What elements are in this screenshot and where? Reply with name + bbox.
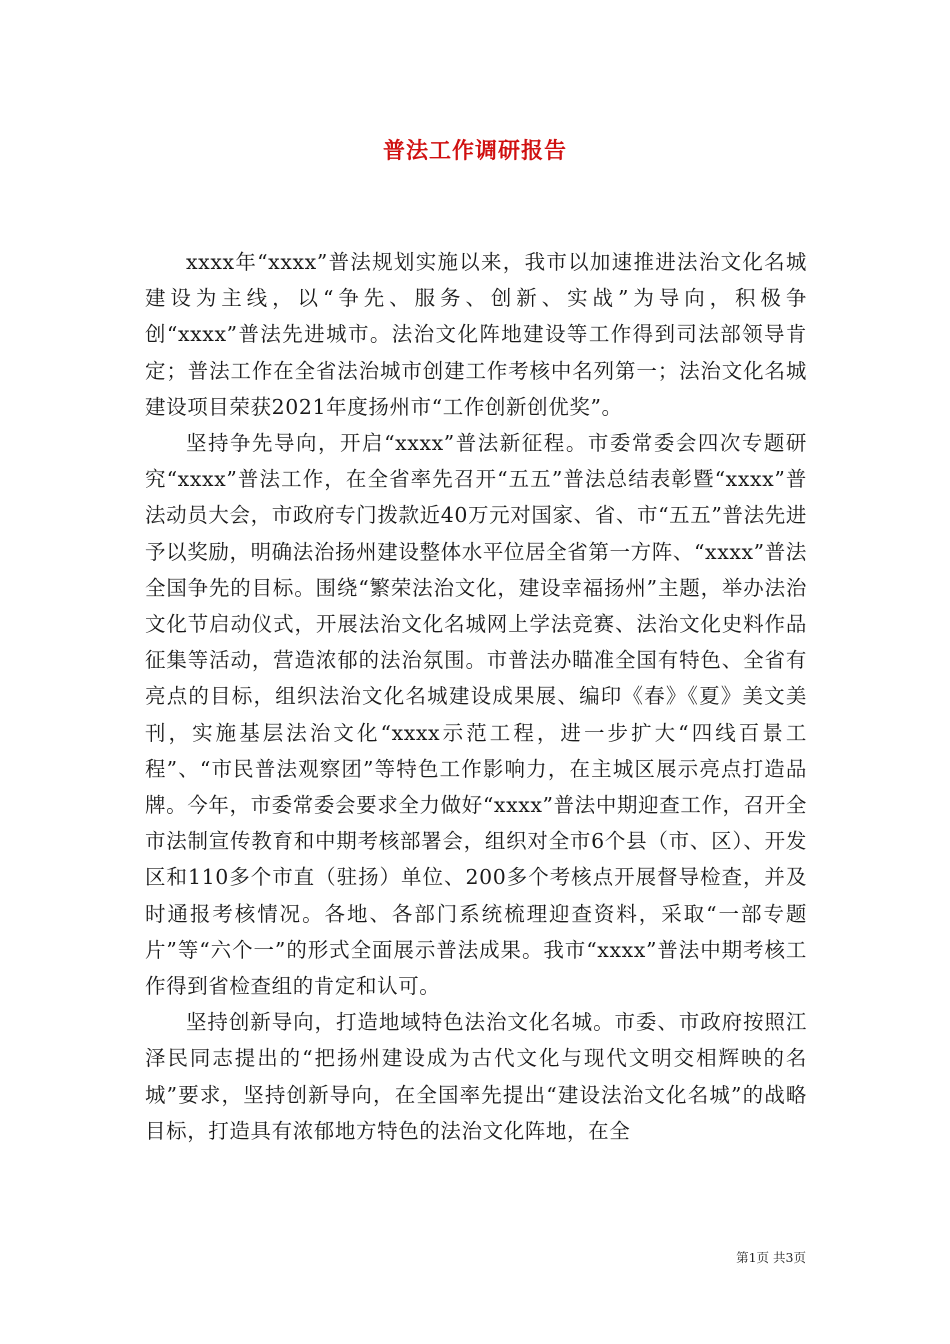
paragraph-innovation: 坚持创新导向，打造地域特色法治文化名城。市委、市政府按照江泽民同志提出的“把扬州建设成为古代文化与现代文明交相辉映的名城”要求，坚持创新导向，在全国率先提出“建设法治文化名城”的战略目标，打造具有浓郁地方特色的法治文化阵地，在全 bbox=[145, 1010, 807, 1143]
paragraph-competition: 坚持争先导向，开启“xxxx”普法新征程。市委常委会四次专题研究“xxxx”普法工作，在全省率先召开“五五”普法总结表彰暨“xxxx”普法动员大会，市政府专门拨款近40万元对国家、省、市“五五”普法先进予以奖励，明确法治扬州建设整体水平位居全省第一方阵、“xxxx”普法全国争先的目标。围绕“繁荣法治文化，建设幸福扬州”主题，举办法治文化节启动仪式，开展法治文化名城网上学法竞赛、法治文化史料作品征集等活动，营造浓郁的法治氛围。市普法办瞄准全国有特色、全省有亮点的目标，组织法治文化名城建设成果展、编印《春》《夏》美文美刊，实施基层法治文化“xxxx示范工程，进一步扩大“四线百景工程”、“市民普法观察团”等特色工作影响力，在主城区展示亮点打造品牌。今年，市委常委会要求全力做好“xxxx”普法中期迎查工作，召开全市法制宣传教育和中期考核部署会，组织对全市6个县（市、区）、开发区和110多个市直（驻扬）单位、200多个考核点开展督导检查，并及时通报考核情况。各地、各部门系统梳理迎查资料，采取“一部专题片”等“六个一”的形式全面展示普法成果。我市“xxxx”普法中期考核工作得到省检查组的肯定和认可。 bbox=[145, 431, 807, 999]
document-body bbox=[145, 244, 807, 1149]
paragraph-intro: xxxx年“xxxx”普法规划实施以来，我市以加速推进法治文化名城建设为主线，以“争先、服务、创新、实战”为导向，积极争创“xxxx”普法先进城市。法治文化阵地建设等工作得到司法部领导肯定；普法工作在全省法治城市创建工作考核中名列第一；法治文化名城建设项目荣获2021年度扬州市“工作创新创优奖”。 bbox=[145, 250, 807, 419]
document-title: 普法工作调研报告 bbox=[382, 139, 567, 164]
page-number-footer: 第1页 共3页 bbox=[736, 1250, 806, 1265]
